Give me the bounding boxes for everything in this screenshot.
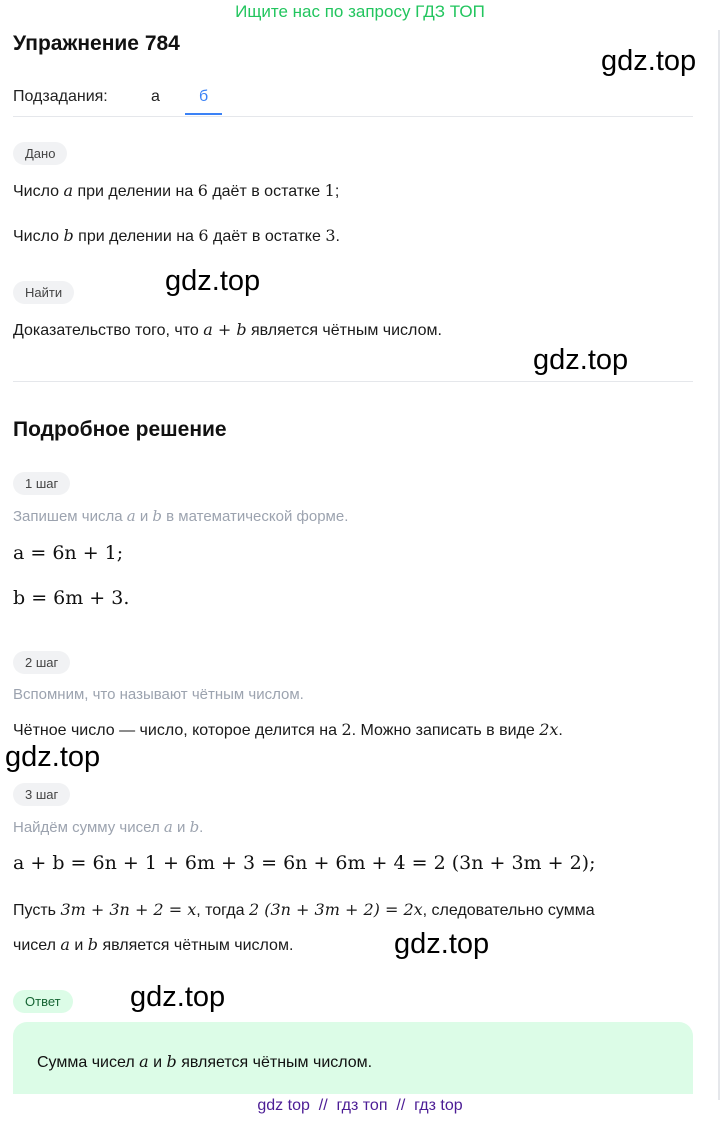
step-1-badge: 1 шаг	[13, 472, 70, 495]
given-badge: Дано	[13, 142, 67, 165]
given-line-2: Число b при делении на 6 даёт в остатке 3.	[13, 226, 340, 245]
tab-a[interactable]: а	[151, 88, 160, 105]
step-2-text: Чётное число — число, которое делится на 2. Можно записать в виде 2x.	[13, 720, 563, 739]
watermark: gdz.top	[5, 741, 101, 773]
step-3-badge: 3 шаг	[13, 783, 70, 806]
subtasks-bar	[13, 86, 693, 117]
watermark: gdz.top	[601, 45, 697, 77]
find-line: Доказательство того, что a + b является чётным числом.	[13, 320, 442, 339]
answer-text: Сумма чисел a и b является чётным числом.	[37, 1052, 373, 1071]
watermark: gdz.top	[533, 344, 629, 376]
answer-badge: Ответ	[13, 990, 73, 1013]
promo-banner[interactable]: Ищите нас по запросу ГДЗ ТОП	[235, 2, 485, 21]
watermark: gdz.top	[165, 265, 261, 297]
tab-b[interactable]: б	[185, 88, 222, 115]
step-3-let-line: Пусть 3m + 3n + 2 = x, тогда 2 (3n + 3m + 2) = 2x, следовательно сумма	[13, 900, 595, 919]
step-3-hint: Найдём сумму чисел a и b.	[13, 818, 204, 836]
page-title: Упражнение 784	[13, 32, 180, 55]
find-badge: Найти	[13, 281, 74, 304]
watermark: gdz.top	[130, 981, 226, 1013]
section-divider	[13, 381, 693, 382]
equation-a: a = 6n + 1;	[13, 542, 124, 564]
given-line-1: Число a при делении на 6 даёт в остатке 1;	[13, 181, 340, 200]
step-3-conclusion: чисел a и b является чётным числом.	[13, 935, 294, 954]
solution-title: Подробное решение	[13, 418, 227, 441]
sum-equation: a + b = 6n + 1 + 6m + 3 = 6n + 6m + 4 = 2 (3n + 3m + 2);	[13, 852, 596, 874]
equation-b: b = 6m + 3.	[13, 587, 130, 609]
footer-links[interactable]: gdz top // гдз топ // гдз top	[257, 1097, 463, 1114]
step-1-hint: Запишем числа a и b в математической форме.	[13, 507, 349, 525]
answer-box	[13, 1022, 693, 1094]
subtasks-label: Подзадания:	[13, 88, 108, 105]
watermark: gdz.top	[394, 928, 490, 960]
step-2-badge: 2 шаг	[13, 651, 70, 674]
step-2-hint: Вспомним, что называют чётным числом.	[13, 686, 304, 703]
